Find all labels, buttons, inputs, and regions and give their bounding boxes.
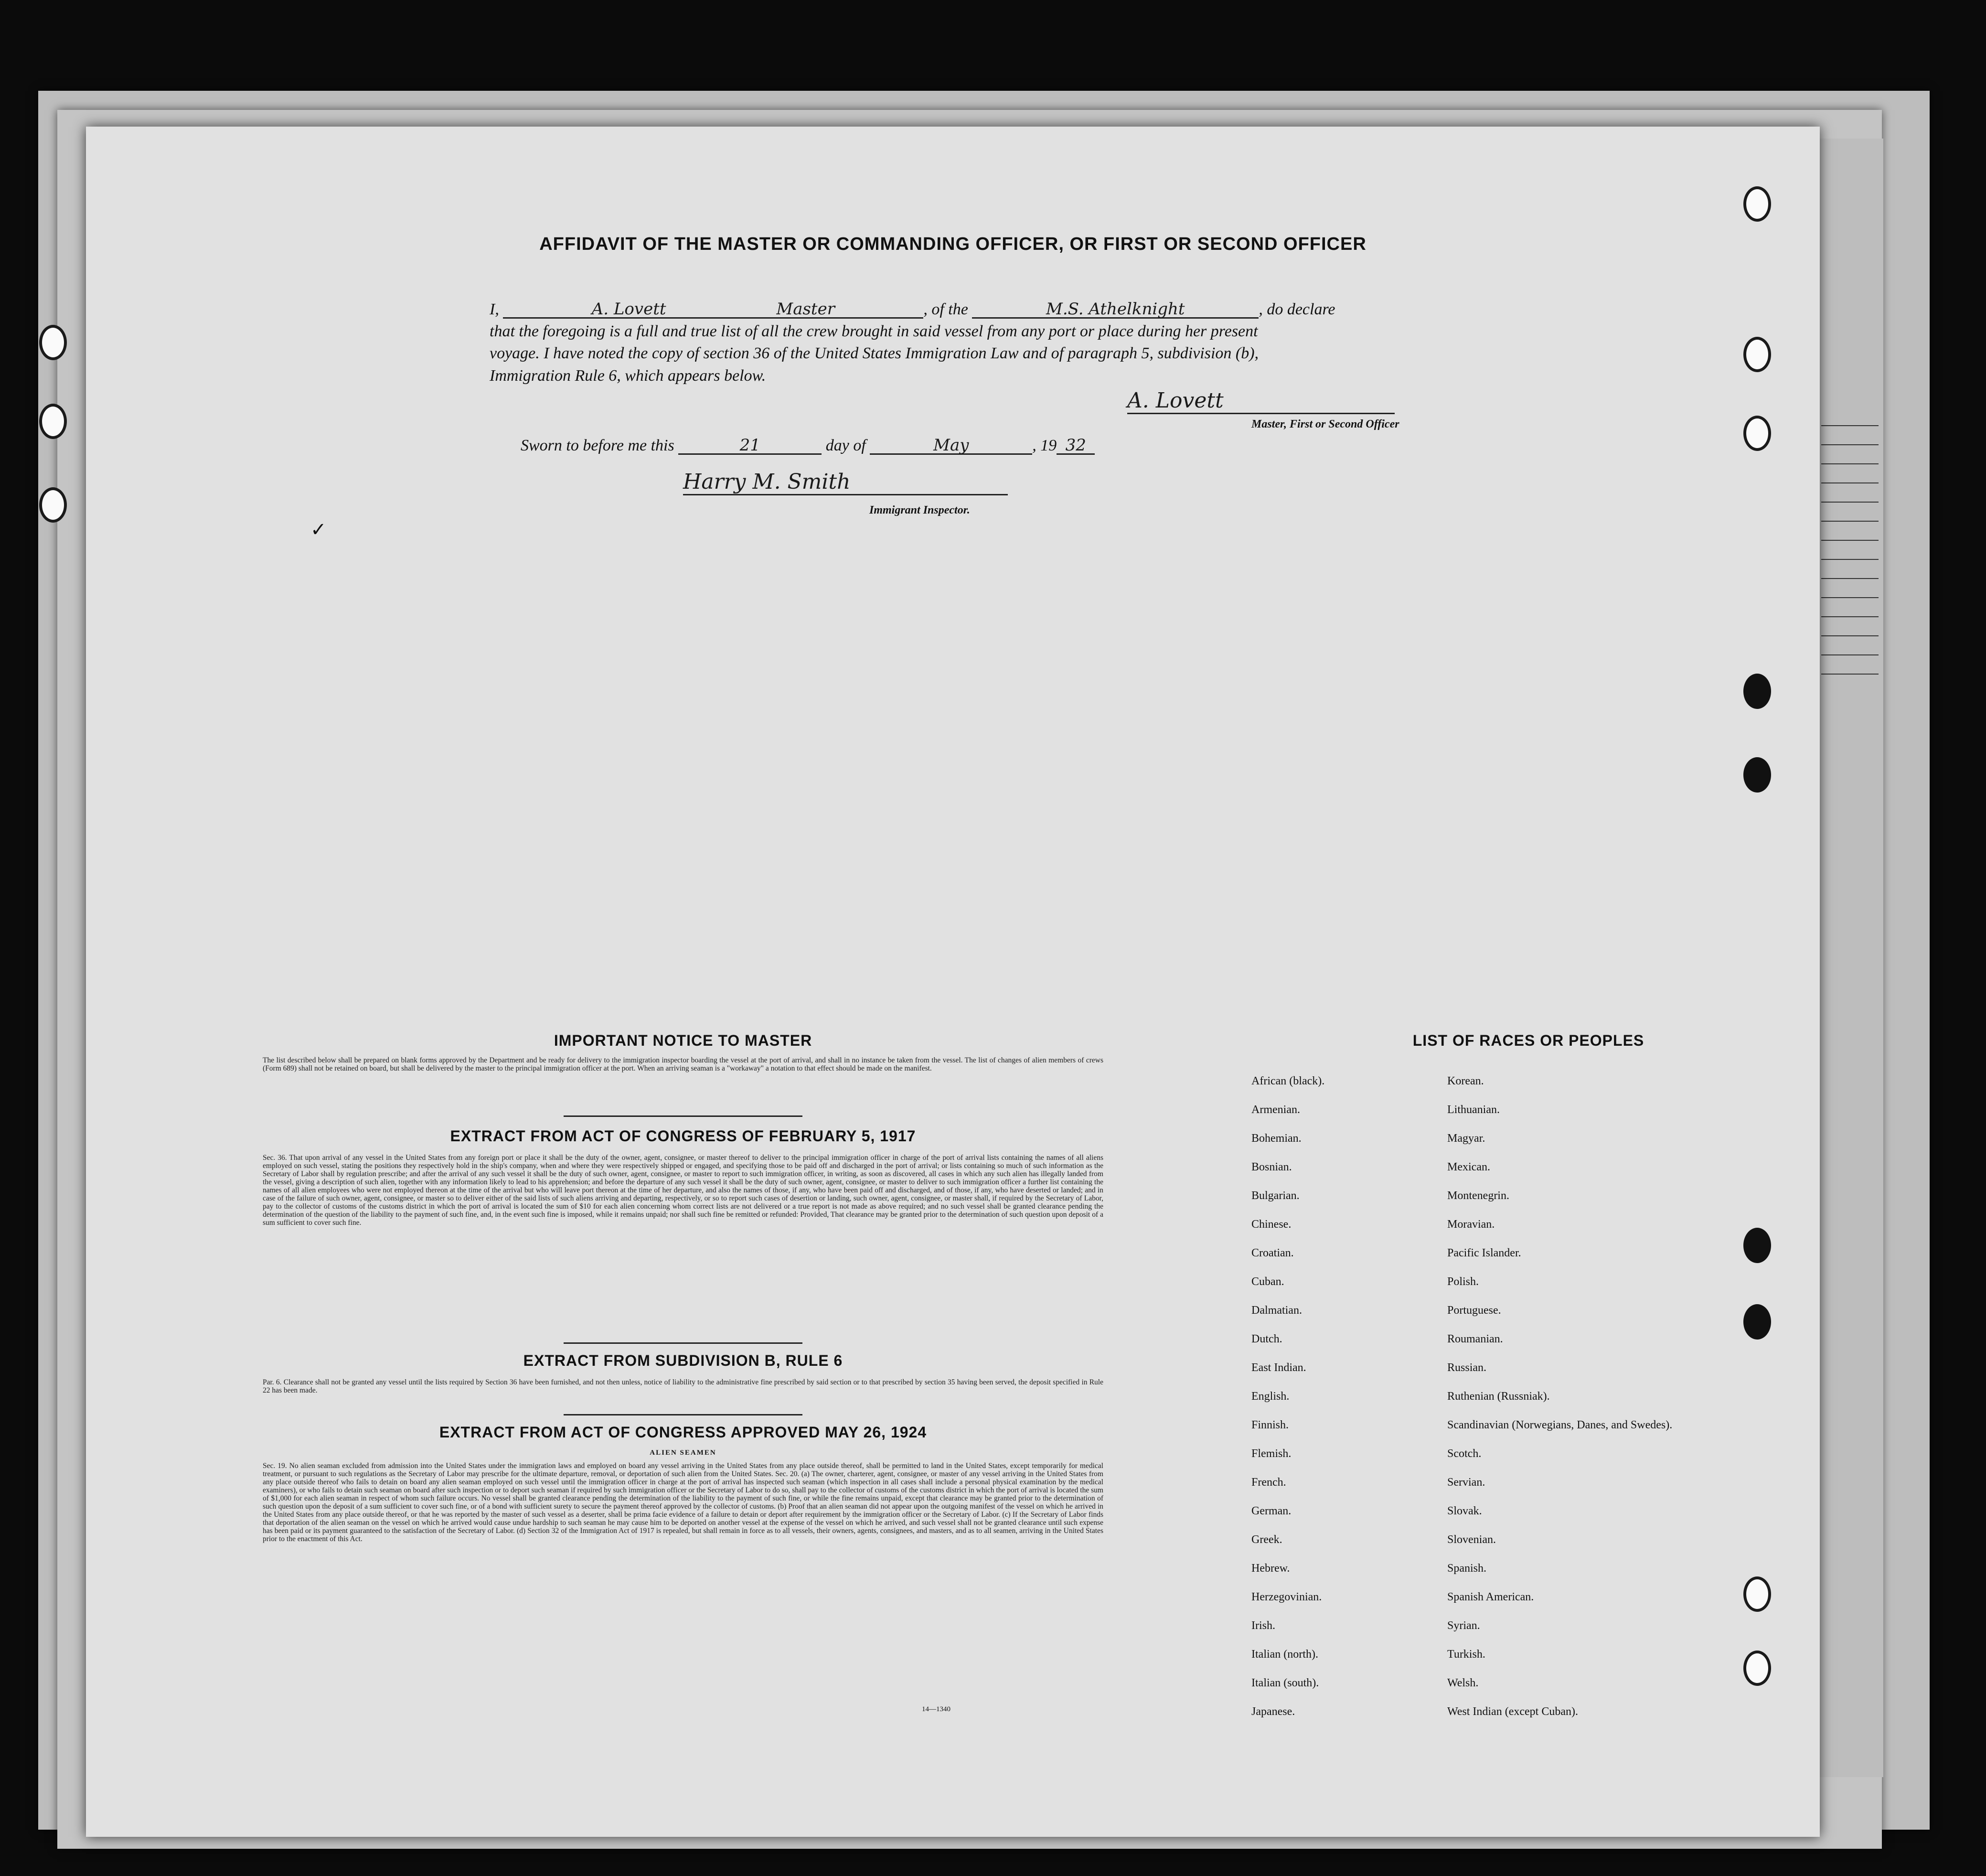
sworn-month: May	[933, 436, 969, 455]
race-item: Bulgarian.	[1251, 1190, 1300, 1202]
extract-rule6-body: Par. 6. Clearance shall not be granted any vessel until the lists required by Section 36 have been furnished, and not then unless, notice of liability to the administrative fine prescribed by said section or to that prescribed by section 35 having been served, the deposit specified in Rule 22 has been made.	[263, 1378, 1103, 1394]
binder-hole	[1743, 1304, 1771, 1340]
races-title: LIST OF RACES OR PEOPLES	[1412, 1032, 1644, 1049]
race-item: East Indian.	[1251, 1361, 1306, 1374]
race-item: Pacific Islander.	[1447, 1247, 1521, 1259]
race-item: Bosnian.	[1251, 1161, 1292, 1173]
inspector-caption: Immigrant Inspector.	[869, 504, 970, 516]
sworn-day-field	[678, 437, 822, 455]
race-item: African (black).	[1251, 1075, 1325, 1087]
race-item: Slovenian.	[1447, 1533, 1496, 1546]
divider	[564, 1342, 802, 1344]
sworn-year-field	[1057, 437, 1095, 455]
race-item: Syrian.	[1447, 1619, 1480, 1632]
master-caption: Master, First or Second Officer	[1251, 418, 1399, 430]
master-signature: A. Lovett	[1127, 388, 1395, 414]
race-item: Magyar.	[1447, 1132, 1485, 1145]
binder-hole	[1743, 757, 1771, 793]
divider	[564, 1414, 802, 1415]
race-item: German.	[1251, 1505, 1292, 1517]
extract-1924-body: Sec. 19. No alien seaman excluded from admission into the United States under the immigration laws and employed on board any vessel arriving in the United States from any place outside thereof, shall be permitted to land in the United States, except temporarily for medical treatment, or pursuant to such regulations as the Secretary of Labor may prescribe for the ultimate departure, removal, or deportation of such alien from the United States. Sec. 20. (a) The owner, charterer, agent, consignee, or master of any vessel arriving in the United States from any place outside thereof who fails to detain on board any alien seaman employed on such vessel until the immigration officer in charge at the port of arrival has inspected such seaman (which inspection in all cases shall include a personal physical examination by the medical examiners), or who fails to detain such seaman on board after such inspection or to deport such seaman if required by such immigration officer or the Secretary of Labor to do so, shall pay to the collector of customs of the customs district in which the port of arrival is located the sum of $1,000 for each alien seaman in respect of whom such failure occurs. No vessel shall be granted clearance pending the determination of the liability to the payment of such fine, or while the fine remains unpaid, except that clearance may be granted prior to the determination of such question upon the deposit of a sum sufficient to cover such fine, or of a bond with sufficient surety to secure the payment thereof approved by the collector of customs. (b) Proof that an alien seaman did not appear upon the outgoing manifest of the vessel on which he arrived in the United States from any place outside thereof, or that he was reported by the master of such vessel as a deserter, shall be prima facie evidence of a failure to detain or deport after requirement by the immigration officer or the Secretary of Labor. (c) If the Secretary of Labor finds that deportation of the alien seaman on the vessel on which he arrived would cause undue hardship to such seaman he may cause him to be deported on another vessel at the expense of the vessel on which he arrived, and such vessel shall not be granted clearance until such expense has been paid or its payment guaranteed to the satisfaction of the Secretary of Labor. (d) Section 32 of the Immigration Act of 1917 is repealed, but shall remain in force as to all vessels, their owners, agents, consignees, and masters, and as to all seamen, arriving in the United States prior to the enactment of this Act.	[263, 1462, 1103, 1543]
race-item: Italian (north).	[1251, 1648, 1318, 1661]
binder-hole	[1743, 337, 1771, 372]
extract-1917-body: Sec. 36. That upon arrival of any vessel in the United States from any foreign port or place it shall be the duty of the owner, agent, consignee, or master thereof to deliver to the principal immigration officer in charge of the port of arrival lists containing the names of all aliens employed on such vessel, stating the positions they respectively hold in the ship's company, when and where they were respectively shipped or engaged, and specifying those to be paid off and discharged in the port of arrival; or lists containing so much of such information as the Secretary of Labor shall by regulation prescribe; and after the arrival of any such vessel it shall be the duty of such owner, agent, consignee, or master to report to such immigration officer, in writing, as soon as discovered, all cases in which any such alien has illegally landed from the vessel, giving a description of such alien, together with any information likely to lead to his apprehension; and before the departure of any such vessel it shall be the duty of such owner, agent, consignee, or master to deliver to such immigration officer a further list containing the names of all alien employees who were not employed thereon at the time of the arrival but who will leave port thereon at the time of her departure, and also the names of those, if any, who have been paid off and discharged, and of those, if any, who have deserted or landed; and in case of the failure of such owner, agent, consignee, or master so to deliver either of the said lists of such aliens arriving and departing, respectively, or so to report such cases of desertion or landing, such owner, agent, consignee, or master shall, if required by the Secretary of Labor, pay to the collector of customs of the customs district in which the port of arrival is located the sum of $10 for each alien concerning whom correct lists are not delivered or a true report is not made as above required; and no such vessel shall be granted clearance pending the determination of the question of the liability to the payment of such fine, and, in the event such fine is imposed, while it remains unpaid; nor shall such fine be remitted or refunded: Provided, That clearance may be granted prior to the determination of such question upon deposit of a sum sufficient to cover such fine.	[263, 1154, 1103, 1227]
vessel-field	[972, 301, 1259, 319]
race-item: Scotch.	[1447, 1447, 1482, 1460]
sworn-line	[521, 437, 1237, 455]
affidavit-line-3: voyage. I have noted the copy of section 36 of the United States Immigration Law and of paragraph 5, subdivision (b),	[490, 344, 1259, 362]
race-item: English.	[1251, 1390, 1290, 1403]
affidavit-line-2: that the foregoing is a full and true list of all the crew brought in said vessel from any port or place during her present	[490, 322, 1258, 340]
affidavit-title: AFFIDAVIT OF THE MASTER OR COMMANDING OFFICER, OR FIRST OR SECOND OFFICER	[539, 234, 1367, 254]
race-item: Mexican.	[1447, 1161, 1490, 1173]
vessel-name: M.S. Athelknight	[1046, 300, 1185, 319]
race-item: Dutch.	[1251, 1333, 1282, 1345]
race-item: Japanese.	[1251, 1705, 1295, 1718]
race-item: Ruthenian (Russniak).	[1447, 1390, 1550, 1403]
of-the-label: , of the	[923, 300, 968, 318]
race-item: Dalmatian.	[1251, 1304, 1302, 1317]
check-mark-icon: ✓	[310, 519, 327, 540]
affidavit-line-1	[490, 301, 1550, 319]
race-item: Welsh.	[1447, 1677, 1479, 1689]
race-item: Chinese.	[1251, 1218, 1292, 1231]
affidavit-form-sheet	[86, 127, 1820, 1837]
race-item: Polish.	[1447, 1276, 1479, 1288]
race-item: Spanish.	[1447, 1562, 1487, 1575]
extract-1924-title: EXTRACT FROM ACT OF CONGRESS APPROVED MAY 26, 1924	[439, 1424, 927, 1441]
inspector-signature: Harry M. Smith	[683, 470, 1008, 495]
race-item: Lithuanian.	[1447, 1104, 1500, 1116]
race-item: Flemish.	[1251, 1447, 1292, 1460]
race-item: Greek.	[1251, 1533, 1282, 1546]
form-number: 14—1340	[922, 1705, 950, 1713]
notice-body: The list described below shall be prepared on blank forms approved by the Department and be ready for delivery to the immigration inspector boarding the vessel at the port of arrival, and shall in no instance be taken from the vessel. The list of changes of alien members of crews (Form 689) shall not be retained on board, but shall be delivered by the master to the principal immigration officer at the port. When an arriving seaman is a "workaway" a notation to that effect should be made on the manifest.	[263, 1056, 1103, 1072]
race-item: Croatian.	[1251, 1247, 1294, 1259]
affidavit-line-4: Immigration Rule 6, which appears below.	[490, 367, 766, 385]
declarant-rank: Master	[776, 300, 835, 319]
binder-hole	[39, 404, 67, 439]
binder-hole	[1743, 1228, 1771, 1263]
race-item: Hebrew.	[1251, 1562, 1290, 1575]
binder-hole	[1743, 1576, 1771, 1612]
race-item: Cuban.	[1251, 1276, 1284, 1288]
race-item: Italian (south).	[1251, 1677, 1319, 1689]
divider	[564, 1115, 802, 1117]
race-item: Slovak.	[1447, 1505, 1482, 1517]
binder-hole	[1743, 1651, 1771, 1686]
year-prefix: , 19	[1032, 437, 1057, 454]
race-item: Armenian.	[1251, 1104, 1300, 1116]
extract-1924-subtitle: ALIEN SEAMEN	[650, 1449, 716, 1457]
extract-rule6-title: EXTRACT FROM SUBDIVISION B, RULE 6	[523, 1352, 843, 1369]
declarant-field	[503, 301, 923, 319]
race-item: Roumanian.	[1447, 1333, 1503, 1345]
race-item: French.	[1251, 1476, 1286, 1489]
binder-hole	[1743, 674, 1771, 709]
race-item: Servian.	[1447, 1476, 1485, 1489]
extract-1917-title: EXTRACT FROM ACT OF CONGRESS OF FEBRUARY 5, 1917	[450, 1127, 916, 1145]
race-item: Korean.	[1447, 1075, 1484, 1087]
race-item: Irish.	[1251, 1619, 1275, 1632]
binder-hole	[1743, 416, 1771, 451]
declarant-name: A. Lovett	[591, 300, 666, 319]
race-item: Turkish.	[1447, 1648, 1485, 1661]
affidavit-prefix: I,	[490, 300, 499, 318]
race-item: Scandinavian (Norwegians, Danes, and Swedes).	[1447, 1419, 1673, 1431]
declare-label: , do declare	[1259, 300, 1335, 318]
binder-hole	[39, 487, 67, 523]
race-item: Herzegovinian.	[1251, 1591, 1322, 1603]
underlying-ledger-strip	[1815, 139, 1883, 1777]
sworn-year: 32	[1065, 436, 1086, 455]
races-list	[1251, 1075, 1729, 1734]
race-item: Spanish American.	[1447, 1591, 1534, 1603]
race-item: Bohemian.	[1251, 1132, 1302, 1145]
race-item: Russian.	[1447, 1361, 1487, 1374]
race-item: Montenegrin.	[1447, 1190, 1509, 1202]
sworn-prefix: Sworn to before me this	[521, 437, 674, 454]
race-item: Finnish.	[1251, 1419, 1289, 1431]
race-item: Moravian.	[1447, 1218, 1495, 1231]
sworn-month-field	[870, 437, 1032, 455]
sworn-day: 21	[739, 436, 760, 455]
binder-hole	[1743, 186, 1771, 222]
day-of-label: day of	[825, 437, 866, 454]
race-item: West Indian (except Cuban).	[1447, 1705, 1578, 1718]
binder-hole	[39, 325, 67, 360]
race-item: Portuguese.	[1447, 1304, 1501, 1317]
notice-title: IMPORTANT NOTICE TO MASTER	[554, 1032, 812, 1049]
